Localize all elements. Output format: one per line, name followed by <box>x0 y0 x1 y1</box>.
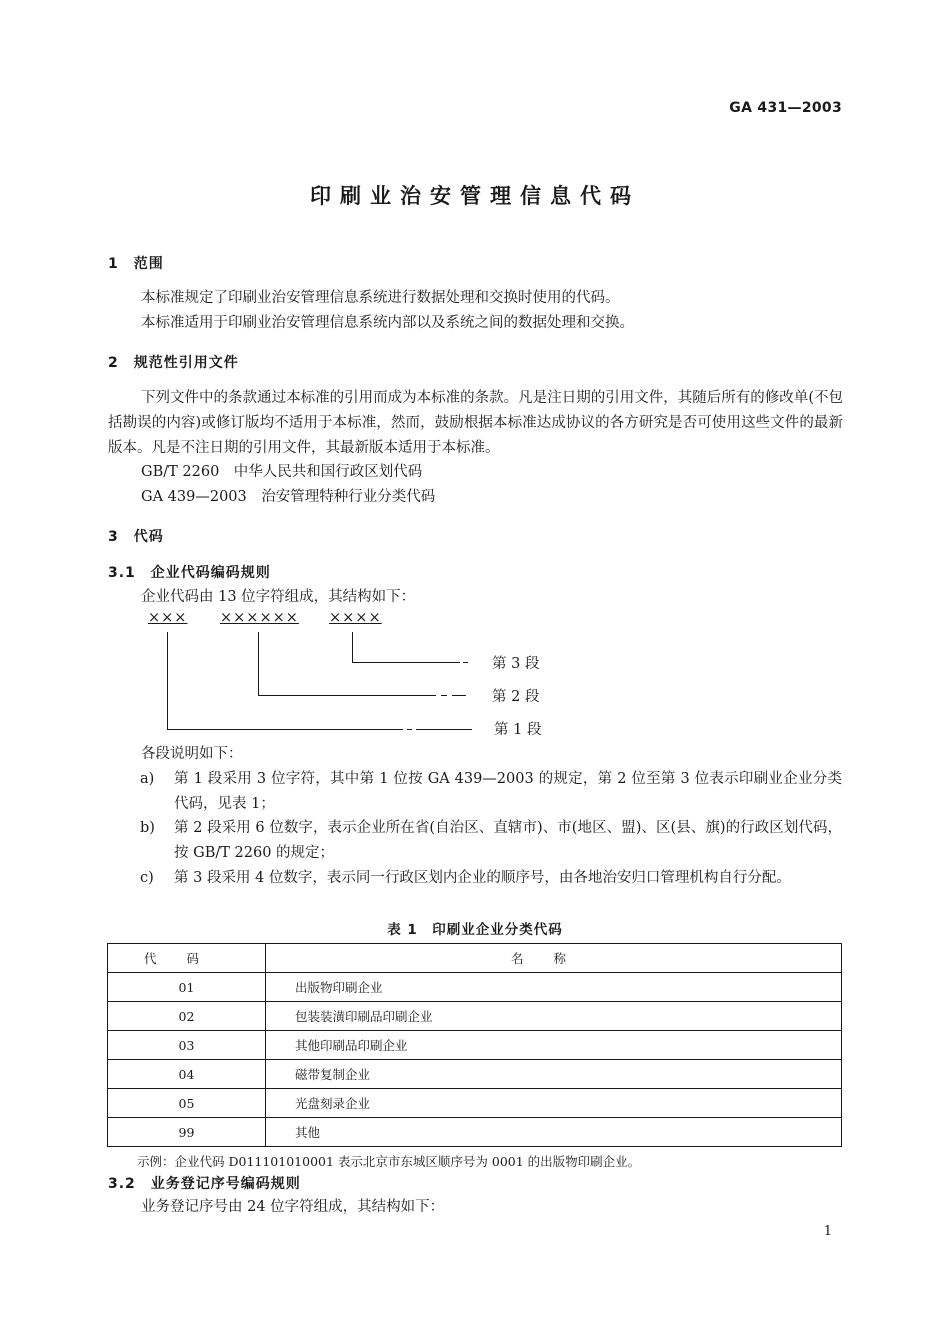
section-2-heading: 2 规范性引用文件 <box>108 355 239 371</box>
table-row <box>108 973 842 1002</box>
table-1-caption: 表 1 印刷业企业分类代码 <box>387 922 563 938</box>
column-header-name: 名称 <box>266 944 842 973</box>
cell-name: 光盘刻录企业 <box>266 1089 842 1118</box>
segment-1-connector-dash <box>407 729 412 730</box>
table-row <box>108 1031 842 1060</box>
segment-explanation-intro: 各段说明如下： <box>141 746 243 762</box>
cell-name: 其他 <box>266 1118 842 1147</box>
cell-code: 04 <box>108 1060 266 1089</box>
document-title: 印刷业治安管理信息代码 <box>310 184 640 208</box>
list-text: 第 1 段采用 3 位字符，其中第 1 位按 GA 439—2003 的规定，第 2 位至第 3 位表示印刷业企业分类代码，见表 1； <box>174 771 842 812</box>
segment-2-label: 第 2 段 <box>492 689 540 705</box>
section-1-paragraph-1: 本标准规定了印刷业治安管理信息系统进行数据处理和交换时使用的代码。 <box>141 290 620 306</box>
reference-gbt2260: GB/T 2260 中华人民共和国行政区划代码 <box>141 464 423 480</box>
cell-name: 其他印刷品印刷企业 <box>266 1031 842 1060</box>
section-1-paragraph-2: 本标准适用于印刷业治安管理信息系统内部以及系统之间的数据处理和交换。 <box>141 315 634 331</box>
standard-number: GA 431—2003 <box>729 100 842 116</box>
list-text: 第 3 段采用 4 位数字，表示同一行政区划内企业的顺序号，由各地治安归口管理机构自行分配。 <box>174 870 791 886</box>
section-3-2-intro: 业务登记序号由 24 位字符组成，其结构如下： <box>141 1199 445 1215</box>
section-3-2-heading: 3.2 业务登记序号编码规则 <box>108 1176 301 1192</box>
code-segment-1: ××× <box>148 610 188 626</box>
table-header-row <box>108 944 842 973</box>
cell-code: 03 <box>108 1031 266 1060</box>
segment-2-connector-dash <box>452 695 466 696</box>
classification-code-table <box>107 943 842 1147</box>
code-segment-3: ×××× <box>329 610 382 626</box>
segment-3-connector-horizontal <box>352 662 460 663</box>
table-1-example-note: 示例：企业代码 D011101010001 表示北京市东城区顺序号为 0001 的出版物印刷企业。 <box>137 1154 641 1169</box>
cell-code: 01 <box>108 973 266 1002</box>
list-marker: c) <box>140 870 154 886</box>
column-header-code: 代码 <box>108 944 266 973</box>
section-3-1-intro: 企业代码由 13 位字符组成，其结构如下： <box>141 589 416 605</box>
cell-name: 磁带复制企业 <box>266 1060 842 1089</box>
list-marker: b) <box>140 820 155 836</box>
section-2-paragraph: 下列文件中的条款通过本标准的引用而成为本标准的条款。凡是注日期的引用文件，其随后所有的修改单(不包括勘误的内容)或修订版均不适用于本标准，然而，鼓励根据本标准达成协议的各方研究是否可使用这些文件的最新版本。凡是不注日期的引用文件，其最新版本适用于本标准。 <box>108 390 843 456</box>
segment-3-connector-vertical <box>352 632 353 662</box>
list-marker: a) <box>140 771 155 787</box>
segment-2-connector-vertical <box>258 632 259 695</box>
segment-1-label: 第 1 段 <box>494 722 542 738</box>
segment-3-connector-dash <box>463 662 468 663</box>
cell-name: 包装装潢印刷品印刷企业 <box>266 1002 842 1031</box>
section-3-1-heading: 3.1 企业代码编码规则 <box>108 565 271 581</box>
section-1-heading: 1 范围 <box>108 256 164 272</box>
table-row <box>108 1089 842 1118</box>
list-item-b <box>140 816 842 866</box>
cell-code: 05 <box>108 1089 266 1118</box>
segment-1-connector-vertical <box>167 632 168 729</box>
segment-2-connector-horizontal <box>258 695 436 696</box>
cell-code: 99 <box>108 1118 266 1147</box>
table-row <box>108 1060 842 1089</box>
cell-code: 02 <box>108 1002 266 1031</box>
list-text: 第 2 段采用 6 位数字，表示企业所在省(自治区、直辖市)、市(地区、盟)、区(县、旗)的行政区划代码，按 GB/T 2260 的规定； <box>174 820 842 861</box>
segment-3-label: 第 3 段 <box>492 656 540 672</box>
reference-ga439: GA 439—2003 治安管理特种行业分类代码 <box>141 489 436 505</box>
page-number: 1 <box>823 1224 832 1239</box>
table-row <box>108 1002 842 1031</box>
list-item-a <box>140 767 842 817</box>
list-item-c <box>140 866 842 891</box>
cell-name: 出版物印刷企业 <box>266 973 842 1002</box>
code-segment-2: ×××××× <box>220 610 299 626</box>
segment-1-connector-horizontal <box>167 729 403 730</box>
section-3-heading: 3 代码 <box>108 529 164 545</box>
segment-2-connector-dash <box>441 695 447 696</box>
table-row <box>108 1118 842 1147</box>
segment-1-connector-tail <box>416 729 472 730</box>
